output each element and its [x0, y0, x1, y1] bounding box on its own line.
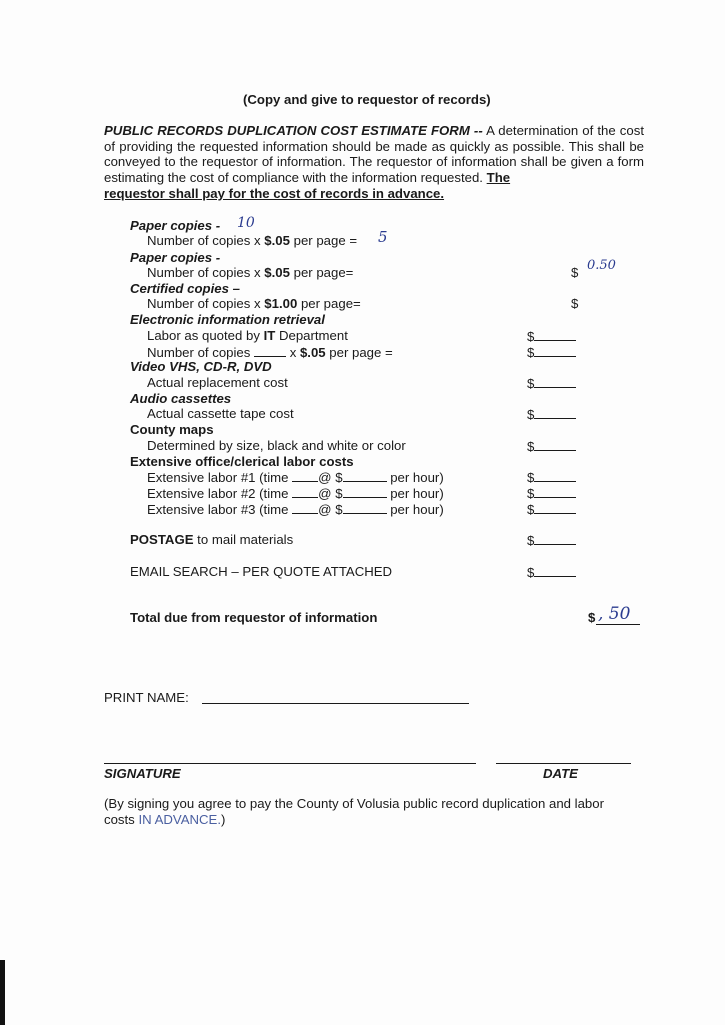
- handwritten-total: , 50: [598, 604, 631, 624]
- handwritten-result: 5: [378, 228, 388, 246]
- paper-copies-heading-1: Paper copies -: [130, 218, 221, 233]
- audio-line: Actual cassette tape cost: [147, 406, 294, 421]
- postage-line: POSTAGE to mail materials: [130, 532, 294, 547]
- print-name-label: PRINT NAME:: [104, 690, 189, 705]
- amount-field-video[interactable]: $: [527, 375, 576, 391]
- scan-edge-mark: [0, 960, 5, 1025]
- labor-line-3: Extensive labor #3 (time @ $ per hour): [147, 502, 444, 517]
- video-heading: Video VHS, CD-R, DVD: [130, 359, 272, 374]
- amount-field-postage[interactable]: $: [527, 532, 576, 548]
- county-maps-line: Determined by size, black and white or color: [147, 438, 406, 453]
- paper-copies-line-1: Number of copies x $.05 per page =: [147, 233, 358, 248]
- agreement-text: (By signing you agree to pay the County of Volusia public record duplication and labor costs IN ADVANCE.): [104, 796, 604, 827]
- electronic-labor-line: Labor as quoted by IT Department: [147, 328, 348, 343]
- audio-heading: Audio cassettes: [130, 391, 232, 406]
- advance-notice-2: requestor shall pay for the cost of records in advance.: [104, 186, 445, 201]
- signature-label: SIGNATURE: [104, 766, 181, 781]
- amount-field-labor-2[interactable]: $: [527, 485, 576, 501]
- advance-notice-1: The: [486, 169, 511, 185]
- amount-field-electronic-labor[interactable]: $: [527, 328, 576, 344]
- certified-copies-heading: Certified copies –: [130, 281, 240, 296]
- amount-field-maps[interactable]: $: [527, 438, 576, 454]
- intro-body: A determination of the cost of providing the requested information should be made as quickly as possible. This shall be conveyed to the requestor of information. The requestor of information shall be given a form estimating the cost of compliance with the information requested.: [104, 123, 644, 185]
- total-dollar: $: [588, 610, 596, 625]
- paper-copies-line-2: Number of copies x $.05 per page=: [147, 265, 354, 280]
- date-label: DATE: [543, 766, 578, 781]
- form-title: PUBLIC RECORDS DUPLICATION COST ESTIMATE FORM --: [104, 123, 483, 138]
- county-maps-heading: County maps: [130, 422, 214, 437]
- date-field[interactable]: [496, 763, 631, 764]
- labor-heading: Extensive office/clerical labor costs: [130, 454, 354, 469]
- amount-field-email[interactable]: $: [527, 564, 576, 580]
- email-search-line: EMAIL SEARCH – PER QUOTE ATTACHED: [130, 564, 393, 579]
- paper-copies-amount-dollar: $: [571, 265, 579, 280]
- amount-field-audio[interactable]: $: [527, 406, 576, 422]
- labor-line-1: Extensive labor #1 (time @ $ per hour): [147, 470, 444, 485]
- signature-field[interactable]: [104, 763, 476, 764]
- certified-copies-line: Number of copies x $1.00 per page=: [147, 296, 361, 311]
- total-underline: [596, 624, 640, 625]
- print-name-field[interactable]: [202, 703, 469, 704]
- electronic-copies-line: Number of copies x $.05 per page =: [147, 345, 393, 360]
- intro-paragraph: [104, 123, 644, 185]
- electronic-retrieval-heading: Electronic information retrieval: [130, 312, 325, 327]
- amount-field-electronic-copies[interactable]: $: [527, 344, 576, 360]
- copy-note: (Copy and give to requestor of records): [243, 92, 491, 107]
- total-label: Total due from requestor of information: [130, 610, 378, 625]
- video-line: Actual replacement cost: [147, 375, 288, 390]
- labor-line-2: Extensive labor #2 (time @ $ per hour): [147, 486, 444, 501]
- amount-field-labor-3[interactable]: $: [527, 501, 576, 517]
- amount-field-labor-1[interactable]: $: [527, 469, 576, 485]
- handwritten-copy-count: 10: [237, 215, 255, 231]
- handwritten-paper-amount: 0.50: [587, 258, 616, 273]
- certified-amount-dollar: $: [571, 296, 579, 311]
- paper-copies-heading-2: Paper copies -: [130, 250, 221, 265]
